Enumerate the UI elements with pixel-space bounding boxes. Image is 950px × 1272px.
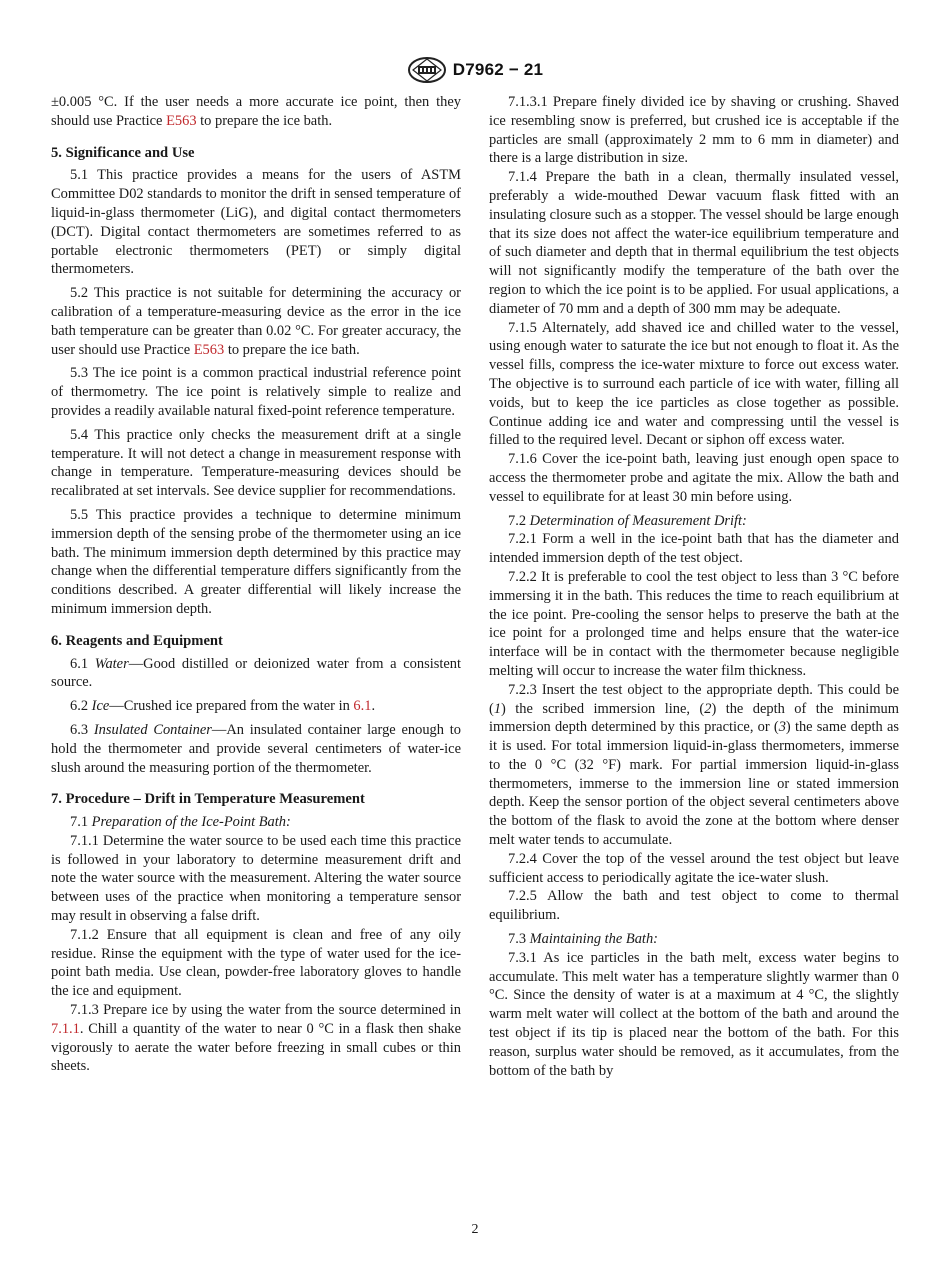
paragraph-7-1-4: 7.1.4 Prepare the bath in a clean, thermally insulated vessel, preferably a wide-mouthed Dewar vacuum flask fitted with an insulating closure such as a stopper. The vessel should be large enough that its size does not affect the water-ice equilibrium temperature and of such diameter and depth that in thermal equilibrium the test objects will not significantly modify the temperature of the bath over the region to which the ice point is to be applied. For usual applications, a diameter of 70 mm and a depth of 300 mm may be adequate. [489, 169, 899, 317]
paragraph-7-1-5: 7.1.5 Alternately, add shaved ice and chilled water to the vessel, using enough water to saturate the ice but not enough to float it. As the vessel fills, compress the ice-water mixture to force out excess water. The objective is to surround each particle of ice with water, filling all voids, but to keep the ice particles as close together as possible. Continue adding ice and water and compressing until the vessel is filled to the required level. Decant or siphon off excess water. [489, 319, 899, 449]
reference-link-7-1-1[interactable]: 7.1.1 [51, 1020, 80, 1037]
paragraph-5-2: 5.2 This practice is not suitable for determining the accuracy or calibration of a temperature-measuring device as the error in the ice bath temperature can be greater than 0.02 °C. For greater accuracy, the user should use Practice E563 to prepare the ice bath. [51, 285, 461, 358]
reference-link-6-1[interactable]: 6.1 [353, 698, 372, 715]
paragraph-6-2: 6.2 Ice—Crushed ice prepared from the water in 6.1. [70, 698, 376, 715]
section-heading-5: 5. Significance and Use [51, 144, 195, 161]
paragraph-7-1-2: 7.1.2 Ensure that all equipment is clean and free of any oily residue. Rinse the equipment with the type of water used for the ice-point bath media. Use clean, powder-free laboratory gloves to handle the ice and equipment. [51, 926, 461, 1000]
section-heading-7: 7. Procedure – Drift in Temperature Measurement [51, 791, 365, 808]
paragraph-7-1-3: 7.1.3 Prepare ice by using the water from the source determined in 7.1.1. Chill a quantity of the water to near 0 °C in a flask then shake vigorously to aerate the water before freezing in small cubes or thin sheets. [51, 1002, 461, 1075]
paragraph-5-4: 5.4 This practice only checks the measurement drift at a single temperature. It will not detect a change in measurement response with change in temperature. Temperature-measuring devices should be recalibrated at set intervals. See device supplier for recommendations. [51, 426, 461, 500]
left-column [51, 93, 461, 1076]
page-header [0, 56, 950, 89]
paragraph: ±0.005 °C. If the user needs a more accurate ice point, then they should use Practice E563 to prepare the ice bath. [51, 94, 461, 129]
paragraph-7-1-3-1: 7.1.3.1 Prepare finely divided ice by shaving or crushing. Shaved ice resembling snow is preferred, but crushed ice is acceptable if the particles are small (approximately 2 mm to 6 mm in diameter) and there is a large distribution in size. [489, 94, 899, 167]
astm-logo-icon [407, 56, 447, 84]
paragraph-7-3-1: 7.3.1 As ice particles in the bath melt, excess water begins to accumulate. This melt water has a temperature slightly warmer than 0 °C. Since the density of water is at a maximum at 4 °C, the slightly warm melt water will collect at the bottom of the bath and around the test object if its tip is placed near the bottom of the bath. For this reason, surplus water should be removed, as it accumulates, from the bottom of the bath by [489, 949, 899, 1079]
document-id: D7962 − 21 [452, 60, 544, 79]
paragraph-7-3: 7.3 Maintaining the Bath: [508, 931, 658, 948]
page-number: 2 [471, 1222, 479, 1237]
paragraph-7-2-2: 7.2.2 It is preferable to cool the test object to less than 3 °C before immersing it in the bath. This reduces the time to reach equilibrium at the ice point. Pre-cooling the sensor helps to preserve the bath at the ice point for a prolonged time and helps ensure that the water-ice interface will be in contact with the thermometer because negligible melting will occur to increase the water film thickness. [489, 568, 899, 679]
paragraph-7-1-1: 7.1.1 Determine the water source to be used each time this practice is followed in your laboratory to determine measurement drift and note the water source with the measurement. Altering the water source between uses of the practice when monitoring a temperature sensor may result in observing a false drift. [51, 832, 461, 925]
reference-link-e563[interactable]: E563 [193, 341, 225, 358]
paragraph-7-2-3: 7.2.3 Insert the test object to the appropriate depth. This could be (1) the scribed immersion line, (2) the depth of the minimum immersion depth determined by this practice, or (3) the same depth as it is used. For total immersion liquid-in-glass thermometers, immerse to the 0 °C (32 °F) mark. For partial immersion liquid-in-glass thermometers, immerse to the immersion line or stated immersion depth. Keep the sensor portion of the object several centimeters above the bottom of the flask to avoid the zone at the bottom where denser melt water tends to accumulate. [489, 681, 899, 849]
paragraph-7-2-4: 7.2.4 Cover the top of the vessel around the test object but leave sufficient access to periodically agitate the ice-water slush. [489, 850, 899, 886]
paragraph-6-1: 6.1 Water—Good distilled or deionized water from a consistent source. [51, 655, 462, 691]
paragraph-6-3: 6.3 Insulated Container—An insulated container large enough to hold the thermometer and provide several centimeters of water-ice slush around the measuring portion of the thermometer. [51, 721, 461, 776]
section-heading-6: 6. Reagents and Equipment [51, 632, 223, 649]
paragraph-7-2-1: 7.2.1 Form a well in the ice-point bath that has the diameter and intended immersion depth of the test object. [489, 531, 899, 567]
paragraph-5-1: 5.1 This practice provides a means for the users of ASTM Committee D02 standards to monitor the drift in sensed temperature of liquid-in-glass thermometer (LiG), and digital contact thermometers (DCT). Digital contact thermometers are sometimes referred to as portable electronic thermometers (PET) or simply digital thermometers. [51, 167, 461, 278]
paragraph-5-5: 5.5 This practice provides a technique to determine minimum immersion depth of the sensing probe of the thermometer using an ice bath. The minimum immersion depth determined by this practice may change when the differential temperature differs significantly from the conditions described. A greater differential will likely increase the minimum immersion depth. [51, 506, 461, 617]
right-column [489, 93, 899, 1080]
paragraph-7-2: 7.2 Determination of Measurement Drift: [508, 512, 747, 529]
paragraph-7-1-6: 7.1.6 Cover the ice-point bath, leaving just enough open space to access the thermometer probe and agitate the mix. Allow the bath and vessel to equilibrate for at least 30 min before using. [489, 451, 899, 505]
paragraph-7-2-5: 7.2.5 Allow the bath and test object to come to thermal equilibrium. [489, 888, 899, 924]
reference-link-e563[interactable]: E563 [166, 112, 197, 129]
paragraph-7-1: 7.1 Preparation of the Ice-Point Bath: [70, 814, 291, 831]
paragraph-5-3: 5.3 The ice point is a common practical industrial reference point of thermometry. The ice point is relatively simple to realize and provides a readily available natural fixed-point reference temperature. [51, 365, 461, 419]
